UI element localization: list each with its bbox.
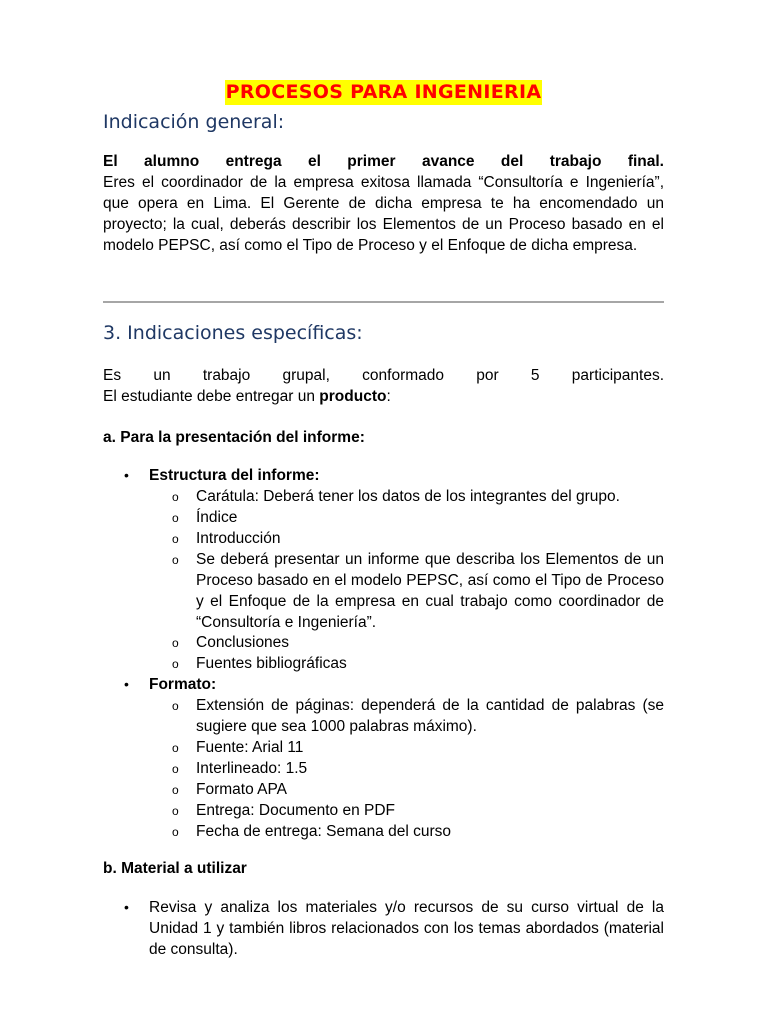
section-divider <box>103 301 664 303</box>
formato-item: Fecha de entrega: Semana del curso <box>196 823 452 840</box>
bullet-marker: • <box>124 467 129 483</box>
estructura-item: Carátula: Deberá tener los datos de los integrantes del grupo. <box>196 488 620 505</box>
sub-bullet-marker: o <box>172 762 179 776</box>
intro-lead: El alumno entrega el primer avance del trabajo final. <box>103 153 664 170</box>
document-title: PROCESOS PARA INGENIERIA <box>225 81 542 103</box>
sub-bullet-marker: o <box>172 553 179 567</box>
heading-indicacion-general: Indicación general: <box>103 111 285 133</box>
sub-bullet-marker: o <box>172 490 179 504</box>
estructura-item: Conclusiones <box>196 634 290 651</box>
material-item: Revisa y analiza los materiales y/o recursos de su curso virtual de la Unidad 1 y también libros relacionados con los temas abordados (material de consulta). <box>149 899 664 958</box>
sub-bullet-marker: o <box>172 783 179 797</box>
group-work-line: Es un trabajo grupal, conformado por 5 participantes. <box>103 367 664 384</box>
estructura-item: Fuentes bibliográficas <box>196 655 347 672</box>
sub-bullet-marker: o <box>172 532 179 546</box>
formato-item: Formato APA <box>196 781 288 798</box>
estructura-label: Estructura del informe: <box>149 467 320 484</box>
estructura-item: Índice <box>196 509 238 526</box>
sub-bullet-marker: o <box>172 511 179 525</box>
deliverable-line: El estudiante debe entregar un producto: <box>103 388 391 405</box>
estructura-item: Se deberá presentar un informe que describa los Elementos de un Proceso basado en el modelo PEPSC, así como el Tipo de Proceso y el Enfoque de la empresa en cual trabajo como coordinador de “Consultoría e Ingeniería”. <box>196 551 664 631</box>
formato-item: Entrega: Documento en PDF <box>196 802 396 819</box>
subheading-b: b. Material a utilizar <box>103 860 247 877</box>
sub-bullet-marker: o <box>172 699 179 713</box>
group-work-paragraph <box>103 365 664 407</box>
intro-paragraph <box>103 151 664 256</box>
bullet-marker: • <box>124 899 129 915</box>
estructura-item: Introducción <box>196 530 281 547</box>
sub-bullet-marker: o <box>172 741 179 755</box>
formato-item: Fuente: Arial 11 <box>196 739 304 756</box>
sub-bullet-marker: o <box>172 804 179 818</box>
intro-body: Eres el coordinador de la empresa exitosa llamada “Consultoría e Ingeniería”, que opera en Lima. El Gerente de dicha empresa te ha encomendado un proyecto; la cual, deberás describir los Elementos de un Proceso basado en el modelo PEPSC, así como el Tipo de Proceso y el Enfoque de dicha empresa. <box>103 174 664 254</box>
subheading-a: a. Para la presentación del informe: <box>103 429 365 446</box>
bullet-marker: • <box>124 676 129 692</box>
deliverable-keyword: producto <box>319 388 387 405</box>
sub-bullet-marker: o <box>172 825 179 839</box>
formato-label: Formato: <box>149 676 217 693</box>
formato-item: Extensión de páginas: dependerá de la cantidad de palabras (se sugiere que sea 1000 palabras máximo). <box>196 697 664 735</box>
sub-bullet-marker: o <box>172 636 179 650</box>
heading-indicaciones-especificas: 3. Indicaciones específicas: <box>103 322 363 344</box>
sub-bullet-marker: o <box>172 657 179 671</box>
formato-item: Interlineado: 1.5 <box>196 760 308 777</box>
